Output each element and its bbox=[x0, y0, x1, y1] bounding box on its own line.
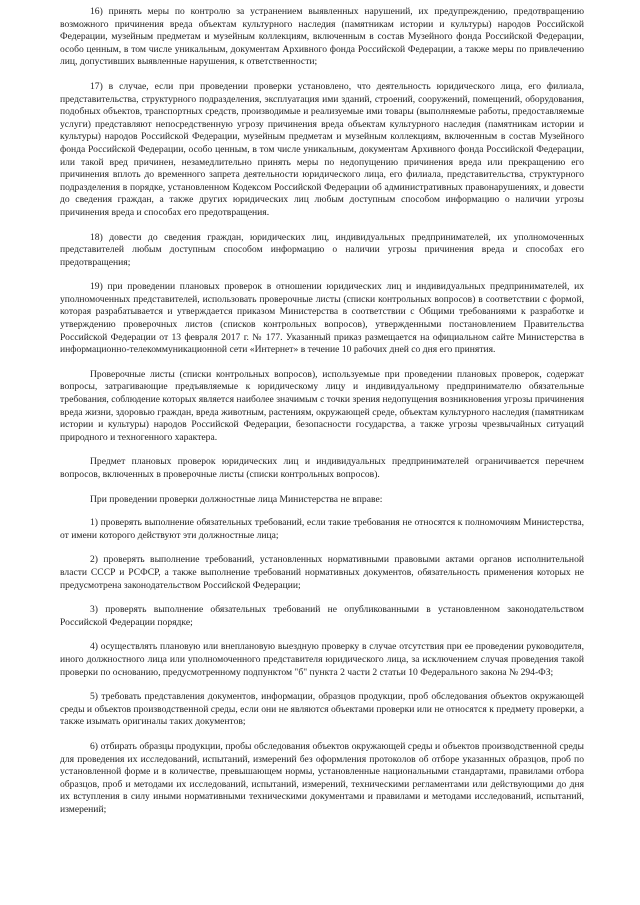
paragraph-prohibition-5: 5) требовать представления документов, информации, образцов продукции, проб обследования объектов окружающей среды и объектов производственной среды, если они не являются объектами проверки или не относятся к предмету проверки, а также изымать оригиналы таких документов; bbox=[60, 691, 584, 728]
paragraph-prohibition-1: 1) проверять выполнение обязательных требований, если такие требования не относятся к полномочиям Министерства, от имени которого действуют эти должностные лица; bbox=[60, 517, 584, 541]
paragraph-item-18: 18) довести до сведения граждан, юридических лиц, индивидуальных предпринимателей, их уполномоченных представителей любым доступным способом информацию о наличии угрозы причинения вреда и способах его предотвращения; bbox=[60, 231, 584, 268]
paragraph-item-17: 17) в случае, если при проведении проверки установлено, что деятельность юридического лица, его филиала, представительства, структурного подразделения, эксплуатация ими зданий, строений, сооружений, помещений, оборудования, подобных объектов, транспортных средств, производимые и реализуемые ими товары (выполняемые работы, предоставляемые услуги) представляют непосредственную угрозу причинения вреда объектам культурного наследия (памятникам истории и культуры) народов Российской Федерации, музейным предметам и музейным коллекциям, включенным в состав Музейного фонда Российской Федерации, особо ценным, в том числе уникальным, документам Архивного фонда Российской Федерации, или такой вред причинен, незамедлительно принять меры по недопущению причинения вреда или прекращению его причинения вплоть до временного запрета деятельности юридического лица, его филиала, представительства, структурного подразделения в порядке, установленном Кодексом Российской Федерации об административных правонарушениях, и довести до сведения граждан, а также других юридических лиц любым доступным способом информацию о наличии угрозы причинения вреда и способах его предотвращения. bbox=[60, 80, 584, 218]
paragraph-prohibition-2: 2) проверять выполнение требований, установленных нормативными правовыми актами органов исполнительной власти СССР и РСФСР, а также выполнение требований нормативных документов, обязательность применения которых не предусмотрена законодательством Российской Федерации; bbox=[60, 554, 584, 591]
paragraph-prohibition-4: 4) осуществлять плановую или внеплановую выездную проверку в случае отсутствия при ее проведении руководителя, иного должностного лица или уполномоченного представителя юридического лица, за исключением случая проведения такой проверки по основанию, предусмотренному подпунктом "б" пункта 2 части 2 статьи 10 Федерального закона № 294-ФЗ; bbox=[60, 641, 584, 678]
paragraph-prohibition-3: 3) проверять выполнение обязательных требований не опубликованными в установленном законодательством Российской Федерации порядке; bbox=[60, 604, 584, 628]
paragraph-prohibition-6: 6) отбирать образцы продукции, пробы обследования объектов окружающей среды и объектов производственной среды для проведения их исследований, испытаний, измерений без оформления протоколов об отборе указанных образцов, проб по установленной форме и в количестве, превышающем нормы, установленные национальными стандартами, правилами отбора образцов, проб и методами их исследований, испытаний, измерений, техническими регламентами или действующими до дня их вступления в силу иными нормативными техническими документами и правилами и методами исследований, испытаний, измерений; bbox=[60, 740, 584, 815]
paragraph-item-16: 16) принять меры по контролю за устранением выявленных нарушений, их предупреждению, предотвращению возможного причинения вреда объектам культурного наследия (памятникам истории и культуры) народов Российской Федерации, музейным предметам и музейным коллекциям, включенным в состав Музейного фонда Российской Федерации, особо ценным, в том числе уникальным, документам Архивного фонда Российской Федерации, а также меры по привлечению лиц, допустивших выявленные нарушения, к ответственности; bbox=[60, 6, 584, 68]
paragraph-item-19: 19) при проведении плановых проверок в отношении юридических лиц и индивидуальных предпринимателей, их уполномоченных представителей, использовать проверочные листы (списки контрольных вопросов) в соответствии с формой, которая разрабатывается и утверждается приказом Министерства в соответствии с Общими требованиями к разработке и утверждению проверочных листов (списков контрольных вопросов), утвержденными постановлением Правительства Российской Федерации от 13 февраля 2017 г. № 177. Указанный приказ размещается на официальном сайте Министерства в информационно-телекоммуникационной сети «Интернет» в течение 10 рабочих дней со дня его принятия. bbox=[60, 281, 584, 356]
paragraph-checklists: Проверочные листы (списки контрольных вопросов), используемые при проведении плановых проверок, содержат вопросы, затрагивающие предъявляемые к юридическому лицу и индивидуальному предпринимателю обязательные требования, соблюдение которых является наиболее значимым с точки зрения недопущения возникновения угрозы причинения вреда жизни, здоровью граждан, вреда животным, растениям, окружающей среде, объектам культурного наследия (памятникам истории и культуры) народов Российской Федерации, безопасности государства, а также угрозы чрезвычайных ситуаций природного и техногенного характера. bbox=[60, 368, 584, 443]
paragraph-prohibitions-intro: При проведении проверки должностные лица Министерства не вправе: bbox=[90, 493, 383, 505]
paragraph-inspection-subject: Предмет плановых проверок юридических лиц и индивидуальных предпринимателей ограничивается перечнем вопросов, включенных в проверочные листы (списки контрольных вопросов). bbox=[60, 456, 584, 480]
